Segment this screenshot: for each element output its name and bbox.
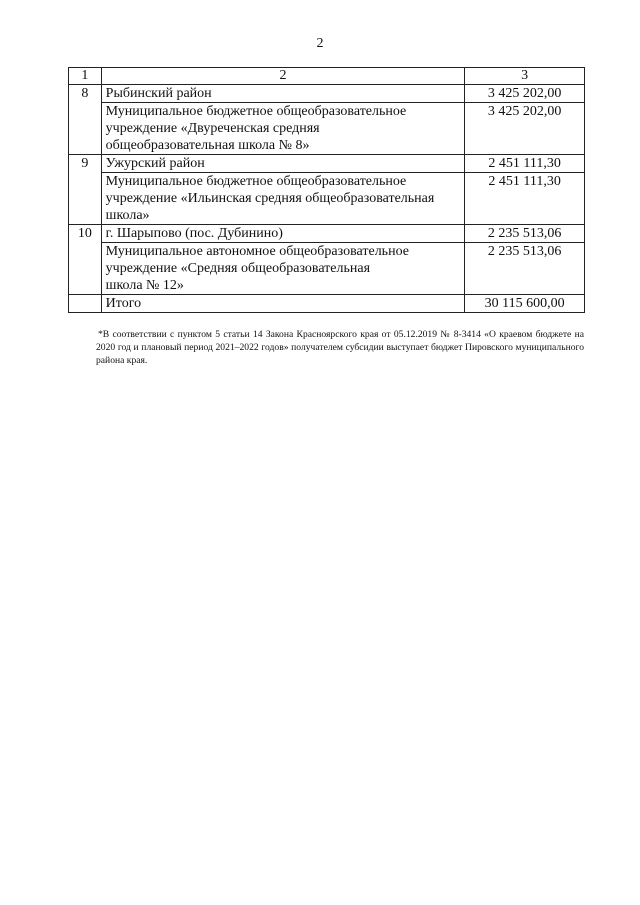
total-label: Итого — [101, 295, 465, 313]
school-name — [101, 103, 465, 155]
table-row-school — [69, 243, 585, 295]
page-number: 2 — [316, 36, 324, 51]
school-name-line: Муниципальное бюджетное общеобразовательное — [105, 104, 407, 119]
school-name-line: школа № 12» — [105, 278, 184, 293]
school-name — [101, 173, 465, 225]
school-name-line: учреждение «Ильинская средняя общеобразовательная — [105, 191, 435, 206]
row-number: 10 — [69, 225, 102, 295]
table-row-district — [69, 85, 585, 103]
district-name: Ужурский район — [101, 155, 465, 173]
district-name: г. Шарыпово (пос. Дубинино) — [101, 225, 465, 243]
district-name: Рыбинский район — [101, 85, 465, 103]
district-amount: 2 451 111,30 — [465, 155, 585, 173]
header-col-3: 3 — [465, 68, 585, 85]
table-row-total — [69, 295, 585, 313]
subsidy-table — [68, 67, 585, 313]
school-name-line: учреждение «Двуреченская средняя — [105, 121, 320, 136]
header-col-2: 2 — [101, 68, 465, 85]
table-row-district — [69, 155, 585, 173]
table-row-school — [69, 103, 585, 155]
table-row-district — [69, 225, 585, 243]
header-col-1: 1 — [69, 68, 102, 85]
row-number: 8 — [69, 85, 102, 155]
school-name-line: общеобразовательная школа № 8» — [105, 138, 310, 153]
total-number-cell — [69, 295, 102, 313]
row-number: 9 — [69, 155, 102, 225]
total-amount: 30 115 600,00 — [465, 295, 585, 313]
school-name-line: Муниципальное автономное общеобразовательное — [105, 244, 409, 259]
school-name-line: Муниципальное бюджетное общеобразовательное — [105, 174, 407, 189]
district-amount: 2 235 513,06 — [465, 225, 585, 243]
school-amount: 3 425 202,00 — [465, 103, 585, 155]
school-name-line: школа» — [105, 208, 150, 223]
school-name-line: учреждение «Средняя общеобразовательная — [105, 261, 371, 276]
school-name — [101, 243, 465, 295]
table-header-row — [69, 68, 585, 85]
school-amount: 2 451 111,30 — [465, 173, 585, 225]
table-row-school — [69, 173, 585, 225]
district-amount: 3 425 202,00 — [465, 85, 585, 103]
footnote: *В соответствии с пунктом 5 статьи 14 Закона Красноярского края от 05.12.2019 № 8-3414 «О краевом бюджете на 2020 год и плановый период 2021–2022 годов» получателем субсидии выступает бюджет Пировского муниципального района края. — [96, 329, 584, 366]
school-amount: 2 235 513,06 — [465, 243, 585, 295]
